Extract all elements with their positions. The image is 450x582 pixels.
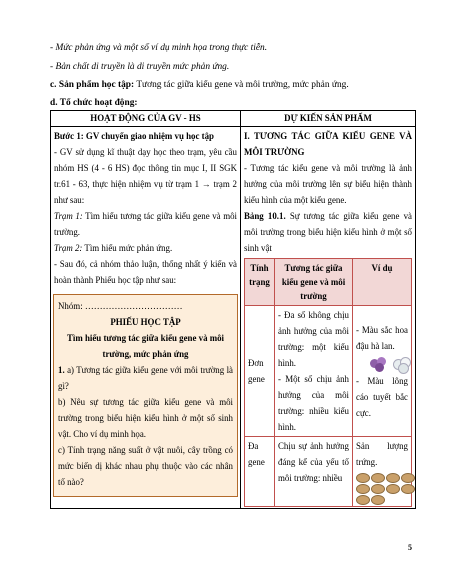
section-text: - Tương tác kiểu gene và môi trường là ảnh hưởng của môi trường lên sự biểu hiện thành kiểu hình của một kiểu gene.: [244, 163, 412, 205]
station1-text: Tìm hiểu tương tác giữa kiểu gene và môi trường.: [54, 211, 238, 237]
interaction-cell: [275, 306, 353, 437]
table-row: [245, 437, 412, 507]
station2-text: Tìm hiểu mức phản ứng.: [82, 243, 173, 253]
example-cell: [353, 306, 412, 437]
col1-header: HOẠT ĐỘNG CỦA GV - HS: [51, 111, 241, 127]
station2-label: Trạm 2:: [54, 243, 83, 253]
teacher-activity-cell: [51, 127, 241, 509]
worksheet-subtitle: Tìm hiểu tương tác giữa kiểu gene và môi trường, mức phản ứng: [66, 333, 225, 359]
station1: [54, 208, 237, 240]
example-line: Sản lượng trứng.: [356, 441, 408, 467]
worksheet-q1b: b) Nêu sự tương tác giữa kiểu gene và môi trường trong biểu hiện kiểu hình ở một số sinh vật. Cho ví dụ minh họa.: [58, 397, 233, 439]
product-line: [50, 79, 349, 91]
step1-title: Bước 1: GV chuyển giao nhiệm vụ học tập: [54, 131, 214, 141]
potato-harvest-image: [356, 473, 426, 505]
station2: [54, 240, 237, 256]
expected-product-cell: [241, 127, 416, 509]
table-row: [245, 306, 412, 437]
col2-header: DỰ KIẾN SẢN PHẨM: [241, 111, 416, 127]
worksheet-q1a: [58, 362, 233, 394]
objective-line-1: - Mức phản ứng và một số ví dụ minh họa trong thực tiễn.: [50, 43, 268, 53]
q1-number: 1.: [58, 365, 65, 375]
product-label: c. Sản phẩm học tập:: [50, 80, 135, 90]
table-caption: [244, 208, 412, 256]
worksheet-group-line: Nhóm: ……………………………: [58, 301, 183, 311]
organization-heading: d. Tổ chức hoạt động:: [50, 98, 138, 108]
example-line: - Màu lông cáo tuyết bắc cực.: [356, 375, 408, 418]
interaction-line: - Đa số không chịu ảnh hưởng của môi trường: một kiểu hình.: [278, 310, 349, 368]
station1-label: Trạm 1:: [54, 211, 83, 221]
worksheet-title: PHIẾU HỌC TẬP: [110, 317, 181, 327]
trait-cell: Đa gene: [245, 437, 275, 507]
pea-flower-image: [356, 357, 408, 371]
purple-flower-icon: [370, 357, 385, 371]
inner-header-interaction: Tương tác giữa kiểu gene và môi trường: [275, 259, 353, 306]
objective-line-2: - Bản chất di truyền là di truyền mức phản ứng.: [50, 62, 230, 72]
table-caption-text: Sự tương tác giữa kiểu gene và môi trường trong biểu hiện kiểu hình ở một số sinh vật: [244, 211, 412, 253]
step1-text: - GV sử dụng kĩ thuật dạy học theo trạm, yêu cầu nhóm HS (4 - 6 HS) đọc thông tin mục I, II SGK tr.61 - 63, thực hiện nhiệm vụ từ trạm 1 → trạm 2 như sau:: [54, 147, 237, 205]
interaction-line: - Một số chịu ảnh hưởng của môi trường: nhiều kiểu hình.: [278, 374, 349, 432]
inner-header-trait: Tính trạng: [245, 259, 275, 306]
discuss-text: - Sau đó, cả nhóm thảo luận, thống nhất ý kiến và hoàn thành Phiếu học tập như sau:: [54, 259, 237, 285]
example-cell: [353, 437, 412, 507]
page-number: 5: [408, 543, 412, 552]
gene-environment-table: [244, 258, 412, 507]
white-flower-icon: [393, 357, 408, 371]
activity-table: [50, 110, 416, 509]
product-text: Tương tác giữa kiểu gene và môi trường, mức phản ứng.: [134, 80, 349, 90]
interaction-cell: Chịu sự ảnh hưởng đáng kể của yếu tố môi trường: nhiều: [275, 437, 353, 507]
worksheet-box: [53, 294, 238, 497]
worksheet-q1c: c) Tính trạng năng suất ở vật nuôi, cây trồng có mức biến dị khác nhau phụ thuộc vào các nhân tố nào?: [58, 445, 233, 487]
inner-header-example: Ví dụ: [353, 259, 412, 306]
section-title: I. TƯƠNG TÁC GIỮA KIỂU GENE VÀ MÔI TRƯỜNG: [244, 131, 412, 157]
q1a-text: a) Tương tác giữa kiểu gene với môi trường là gì?: [58, 365, 233, 391]
trait-cell: Đơn gene: [245, 306, 275, 437]
table-caption-label: Bảng 10.1.: [244, 211, 286, 221]
example-line: - Màu sắc hoa đậu hà lan.: [356, 324, 408, 351]
